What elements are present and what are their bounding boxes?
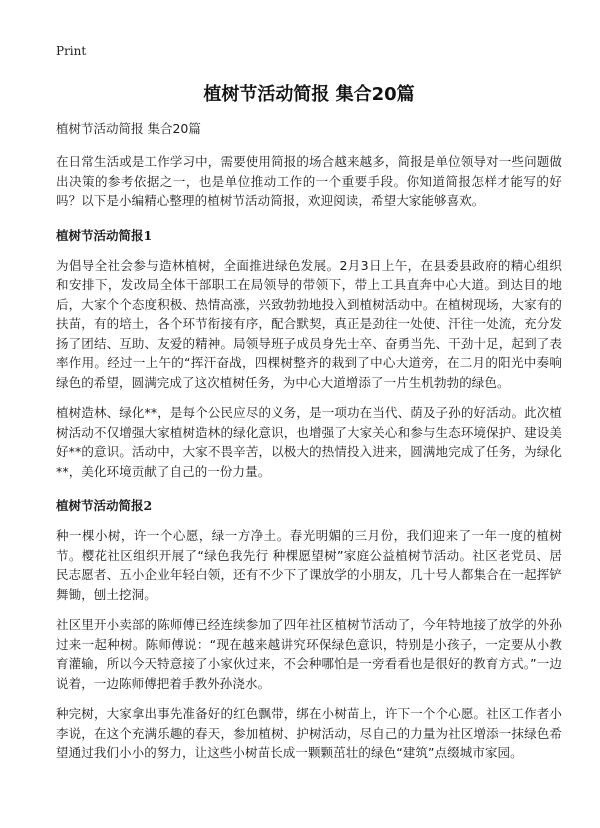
document-body [56, 120, 562, 774]
document-title: 植树节活动简报 集合20篇 [203, 84, 415, 105]
document-subtitle: 植树节活动简报 集合20篇 [56, 121, 201, 136]
section-2-paragraph-3: 种完树，大家拿出事先准备好的红色飘带，绑在小树苗上，许下一个个心愿。社区工作者小李说，在这个充满乐趣的春天，参加植树、护树活动，尽自己的力量为社区增添一抹绿色希望通过我们小小的努力，让这些小树苗长成一颗颗茁壮的绿色“建筑”点缀城市家园。 [56, 706, 562, 760]
section-1-paragraph-2: 植树造林、绿化**，是每个公民应尽的义务，是一项功在当代、荫及子孙的好活动。此次植树活动不仅增强大家植树造林的绿化意识，也增强了大家关心和参与生态环境保护、建设美好**的意识。活动中，大家不畏辛苦，以极大的热情投入进来，圆满地完成了任务，为绿化**，美化环境贡献了自己的一份力量。 [56, 405, 562, 479]
section-2-paragraph-2: 社区里开小卖部的陈师傅已经连续参加了四年社区植树节活动了，今年特地接了放学的外孙过来一起种树。陈师傅说：“现在越来越讲究环保绿色意识，特别是小孩子，一定要从小教育灌输，所以今天特意接了小家伙过来，不会种哪怕是一旁看看也是很好的教育方式。”一边说着，一边陈师傅把着手教外孙浇水。 [56, 617, 562, 691]
intro-paragraph: 在日常生活或是工作学习中，需要使用简报的场合越来越多，简报是单位领导对一些问题做出决策的参考依据之一，也是单位推动工作的一个重要手段。你知道简报怎样才能写的好吗？以下是小编精心整理的植树节活动简报，欢迎阅读，希望大家能够喜欢。 [56, 154, 562, 208]
section-2-paragraph-1: 种一棵小树，许一个心愿，绿一方净土。春光明媚的三月份，我们迎来了一年一度的植树节。樱花社区组织开展了“绿色我先行 种棵愿望树”家庭公益植树节活动。社区老党员、居民志愿者、五小企业年轻白领，还有不少下了课放学的小朋友，几十号人都集合在一起挥铲舞锄，刨土挖洞。 [56, 528, 562, 602]
section-heading-1: 植树节活动简报1 [56, 227, 153, 243]
print-link[interactable]: Print [56, 44, 87, 58]
section-heading-2: 植树节活动简报2 [56, 498, 153, 513]
section-1-paragraph-1: 为倡导全社会参与造林植树，全面推进绿色发展。2月3日上午，在县委县政府的精心组织和安排下，发改局全体干部职工在局领导的带领下，带上工具直奔中心大道。到达目的地后，大家个个态度积极、热情高涨，兴致勃勃地投入到植树活动中。在植树现场，大家有的扶苗，有的培土，各个环节衔接有序，配合默契，真正是劲往一处使、汗往一处流，充分发扬了团结、互助、友爱的精神。局领导班子成员身先士卒、奋勇当先、干劲十足，起到了表率作用。经过一上午的“挥汗奋战，四棵树整齐的栽到了中心大道旁，在二月的阳光中奏响绿色的希望，圆满完成了这次植树任务，为中心大道增添了一片生机勃勃的绿色。 [56, 257, 562, 390]
